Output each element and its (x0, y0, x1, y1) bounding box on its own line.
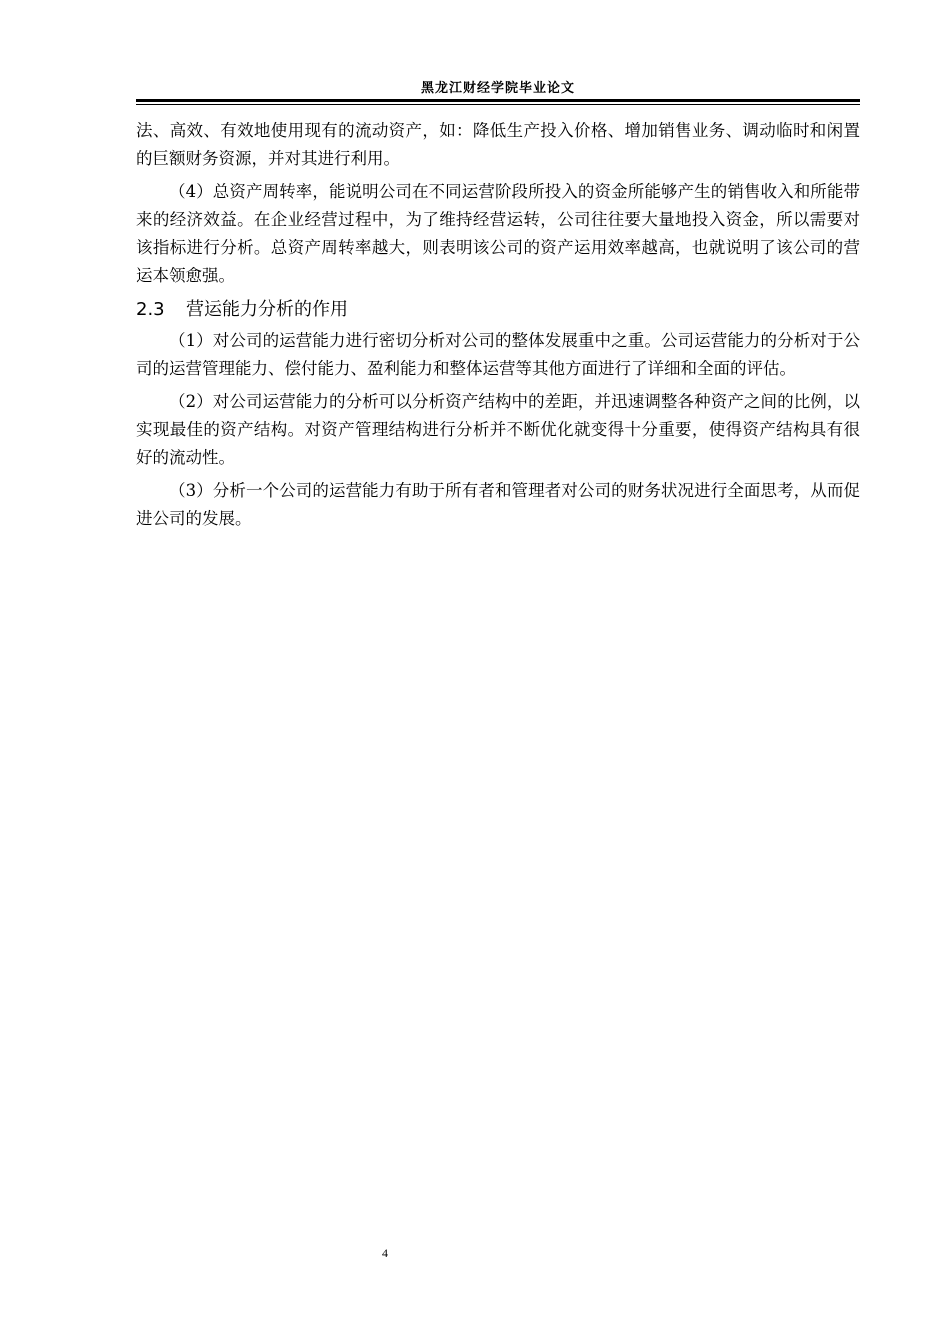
page-body (136, 117, 860, 538)
body-paragraph: （4）总资产周转率，能说明公司在不同运营阶段所投入的资金所能够产生的销售收入和所能带来的经济效益。在企业经营过程中，为了维持经营运转，公司往往要大量地投入资金，所以需要对该指标进行分析。总资产周转率越大，则表明该公司的资产运用效率越高，也就说明了该公司的营运本领愈强。 (136, 182, 860, 285)
page-number: 4 (382, 1246, 388, 1260)
section-title: 营运能力分析的作用 (186, 299, 348, 320)
header-rule-thin (136, 104, 860, 105)
section-number: 2.3 (136, 299, 165, 320)
running-header-title: 黑龙江财经学院毕业论文 (420, 81, 575, 96)
body-paragraph: （1）对公司的运营能力进行密切分析对公司的整体发展重中之重。公司运营能力的分析对于公司的运营管理能力、偿付能力、盈利能力和整体运营等其他方面进行了详细和全面的评估。 (136, 331, 860, 378)
section-heading (136, 295, 860, 325)
body-paragraph: （2）对公司运营能力的分析可以分析资产结构中的差距，并迅速调整各种资产之间的比例，以实现最佳的资产结构。对资产管理结构进行分析并不断优化就变得十分重要，使得资产结构具有很好的流动性。 (136, 392, 860, 467)
body-paragraph: （3）分析一个公司的运营能力有助于所有者和管理者对公司的财务状况进行全面思考，从而促进公司的发展。 (136, 481, 860, 528)
body-paragraph: 法、高效、有效地使用现有的流动资产，如：降低生产投入价格、增加销售业务、调动临时和闲置的巨额财务资源，并对其进行利用。 (136, 121, 860, 168)
header-rule-thick (136, 99, 860, 102)
